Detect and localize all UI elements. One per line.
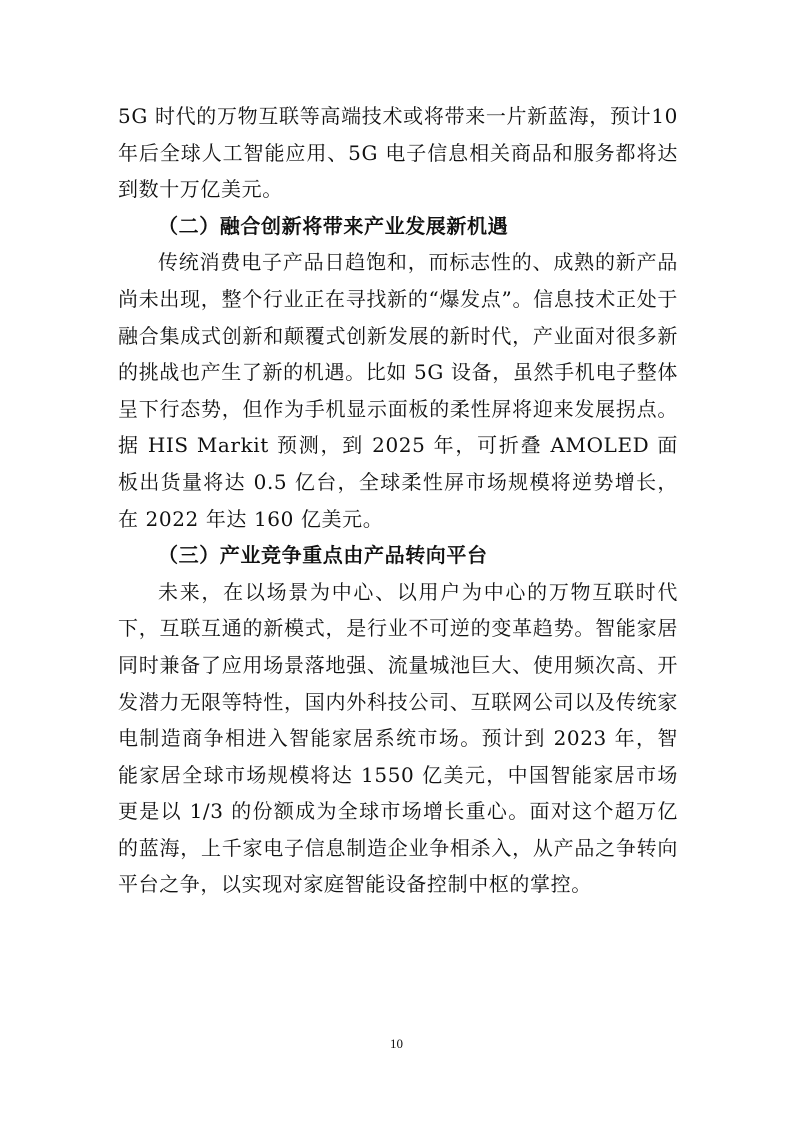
page-number: 10	[390, 1036, 403, 1051]
section-heading-3: （三）产业竞争重点由产品转向平台	[158, 543, 488, 568]
paragraph-fusion-innovation: 传统消费电子产品日趋饱和，而标志性的、成熟的新产品尚未出现，整个行业正在寻找新的“爆发点”。信息技术正处于融合集成式创新和颠覆式创新发展的新时代，产业面对很多新的挑战也产生了新的机遇。比如 5G 设备，虽然手机电子整体呈下行态势，但作为手机显示面板的柔性屏将迎来发展拐点。据 HIS Markit 预测，到 2025 年，可折叠 AMOLED 面板出货量将达 0.5 亿台，全球柔性屏市场规模将逆势增长，在 2022 年达 160 亿美元。	[118, 250, 678, 531]
section-heading-2: （二）融合创新将带来产业发展新机遇	[158, 213, 509, 238]
paragraph-intro: 5G 时代的万物互联等高端技术或将带来一片新蓝海，预计10 年后全球人工智能应用、5G 电子信息相关商品和服务都将达到数十万亿美元。	[118, 104, 678, 202]
document-body	[118, 98, 678, 903]
paragraph-platform-competition: 未来，在以场景为中心、以用户为中心的万物互联时代下，互联互通的新模式，是行业不可逆的变革趋势。智能家居同时兼备了应用场景落地强、流量城池巨大、使用频次高、开发潜力无限等特性，国内外科技公司、互联网公司以及传统家电制造商争相进入智能家居系统市场。预计到 2023 年，智能家居全球市场规模将达 1550 亿美元，中国智能家居市场更是以 1/3 的份额成为全球市场增长重心。面对这个超万亿的蓝海，上千家电子信息制造企业争相杀入，从产品之争转向平台之争，以实现对家庭智能设备控制中枢的掌控。	[118, 579, 678, 897]
